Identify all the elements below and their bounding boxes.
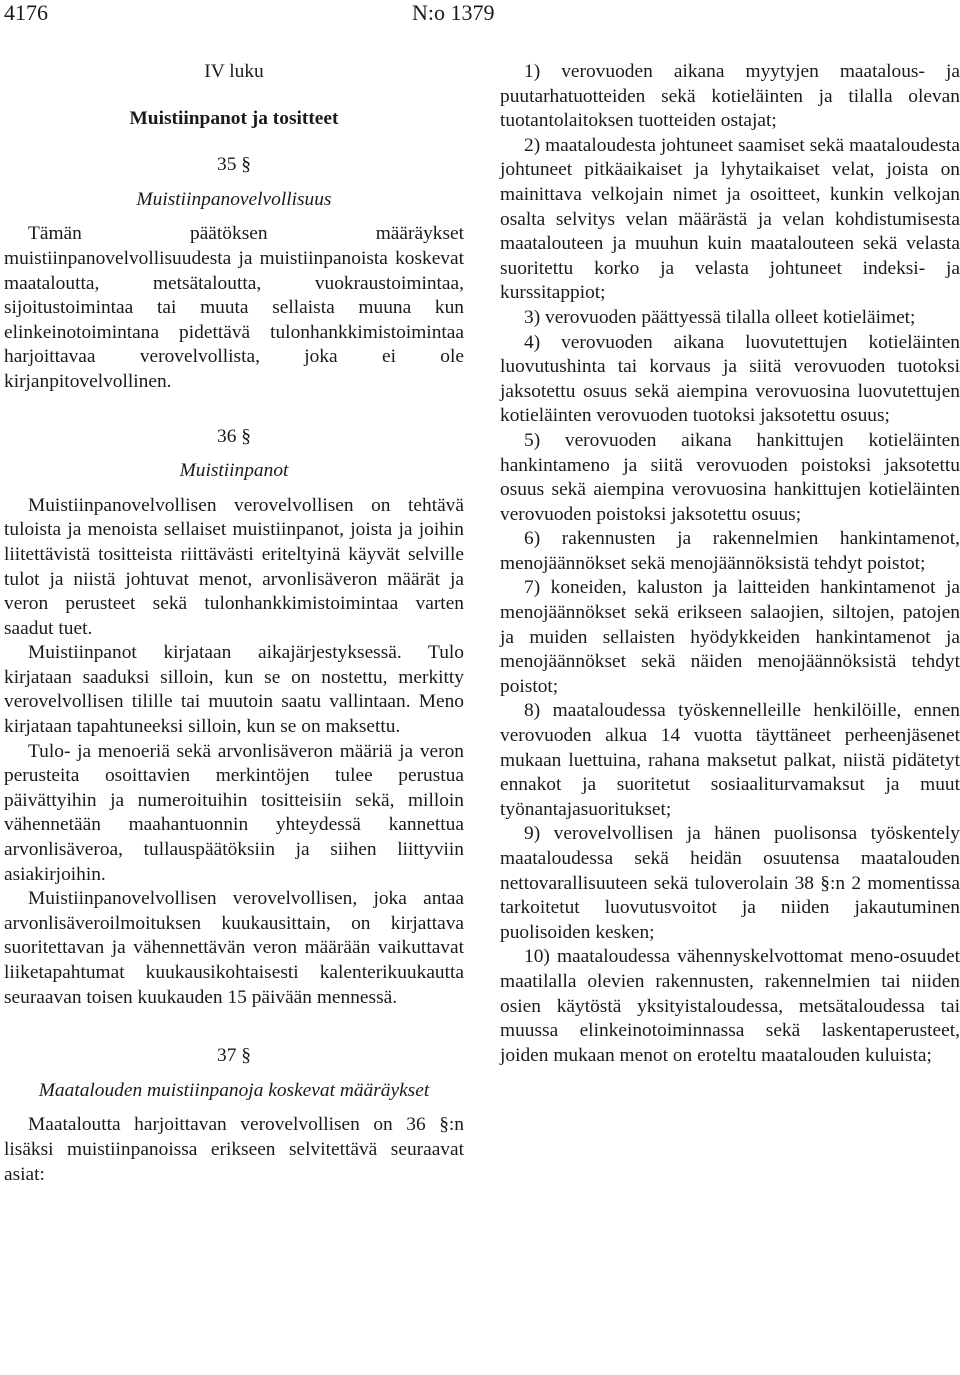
chapter-title: Muistiinpanot ja tositteet (129, 107, 339, 129)
section-36-paragraph-2: Muistiinpanot kirjataan aikajärjestyksessä. Tulo kirjataan saaduksi silloin, kun se on nostettu, merkitty verovelvollisen tilille tai muutoin saatu vallintaan. Meno kirjataan tapahtuneeksi silloin, kun se on maksettu. (4, 642, 464, 738)
section-35-title: Muistiinpanovelvollisuus (136, 188, 332, 210)
right-column (500, 60, 960, 1068)
section-36-number: 36 § (217, 425, 251, 447)
list-item-6: 6) rakennusten ja rakennelmien hankintamenot, menojäännökset sekä menojäännöksistä tehdyt poistot; (500, 528, 960, 574)
issue-number: N:o 1379 (412, 0, 495, 25)
section-37-paragraph: Maataloutta harjoittavan verovelvollisen on 36 §:n lisäksi muistiinpanoissa erikseen selvitettävä seuraavat asiat: (4, 1114, 464, 1185)
list-item-5: 5) verovuoden aikana hankittujen kotieläinten hankintameno ja siitä verovuoden poistoksi jaksotettu osuus sekä aiempina verovuosina hankittujen kotieläinten verovuoden poistoksi jaksotettu osuus; (500, 429, 960, 525)
section-37-number: 37 § (217, 1045, 251, 1067)
list-item-2: 2) maataloudesta johtuneet saamiset sekä maataloudesta johtuneet pitkäaikaiset ja lyhytaikaiset velat, joista on mainittava velkojain nimet ja osoitteet, kunkin velkojan osalta selvitys velan määrästä ja velan kohdistumisesta maatalouteen ja muuhun kuin maatalouteen sekä velasta suoritettu korko ja velasta johtuneet indeksi- ja kurssitappiot; (500, 134, 960, 304)
list-item-7: 7) koneiden, kaluston ja laitteiden hankintamenot ja menojäännökset sekä erikseen salaojien, siltojen, patojen ja muiden sellaisten hyödykkeiden hankintamenot ja menojäännökset sekä näiden menojäännöksistä tehdyt poistot; (500, 577, 960, 697)
section-36-paragraph-1: Muistiinpanovelvollisen verovelvollisen on tehtävä tuloista ja menoista sellaiset muistiinpanot, joista ja joihin liitettävistä tositteista riittävästi eriteltyinä käyvät selville tulot ja niistä johtuvat menot, arvonlisäveron määrät ja veron perusteet sekä tulonhankkimistoimintaa varten saadut tuet. (4, 494, 464, 639)
list-item-8: 8) maataloudessa työskennelleille henkilöille, ennen verovuoden alkua 14 vuotta täyttäneet perheenjäsenet mukaan luettuina, rahana maksetut palkat, niistä pidätetyt ennakot ja suoritetut sosiaaliturvamaksut ja muut työnantajasuoritukset; (500, 700, 960, 820)
section-37-title: Maatalouden muistiinpanoja koskevat määräykset (38, 1079, 430, 1101)
list-item-1: 1) verovuoden aikana myytyjen maatalous- ja puutarhatuotteiden sekä kotieläinten ja tilalla olevan tuotantolaitoksen tuotteiden ostajat; (500, 61, 960, 132)
section-35-paragraph: Tämän päätöksen määräykset muistiinpanovelvollisuudesta ja muistiinpanoista koskevat maataloutta, metsätaloutta, vuokraustoimintaa, sijoitustoimintaa tai muuta sellaista muuna kun elinkeinotoimintana pidettävä tulonhankkimistoimintaa harjoittavaa verovelvollista, joka ei ole kirjanpitovelvollinen. (4, 223, 464, 392)
section-35-number: 35 § (217, 154, 251, 176)
section-36-title: Muistiinpanot (179, 460, 289, 482)
left-column (4, 60, 464, 1187)
list-item-9: 9) verovelvollisen ja hänen puolisonsa työskentely maataloudessa sekä heidän osuutensa maatalouden nettovarallisuuteen sekä tuloverolain 38 §:n 2 momentissa tarkoitetut luovutusvoitot ja niiden jakautuminen puolisoiden kesken; (500, 823, 960, 943)
page-number: 4176 (4, 0, 48, 25)
list-item-4: 4) verovuoden aikana luovutettujen kotieläinten luovutushinta tai korvaus ja siitä verovuoden tuotoksi jaksotettu osuus sekä aiempina verovuosina luovutettujen kotieläinten verovuoden tuotoksi jaksotettu osuus; (500, 331, 960, 427)
section-36-paragraph-3: Tulo- ja menoeriä sekä arvonlisäveron määriä ja veron perusteita osoittavien merkintöjen tulee perustua päivättyihin ja numeroituihin tositteisiin sekä, milloin vähennetään maahantuonnin yhteydessä kannettua arvonlisäveroa, tullauspäätöksiin ja siihen liittyviin asiakirjoihin. (4, 740, 464, 885)
list-item-10: 10) maataloudessa vähennyskelvottomat meno-osuudet maatilalla olevien rakennusten, rakennelmien tai niiden osien käytöstä yksityistaloudessa, metsätaloudessa tai muussa elinkeinotoiminnassa sekä laskentaperusteet, joiden mukaan menot on eroteltu maatalouden kuluista; (500, 946, 960, 1066)
list-item-3: 3) verovuoden päättyessä tilalla olleet kotieläimet; (524, 306, 916, 328)
section-36-paragraph-4: Muistiinpanovelvollisen verovelvollisen, joka antaa arvonlisäveroilmoituksen kuukausittain, on kirjattava suoritettavan ja vähennettävän veron määrään vaikuttavat liiketapahtumat kuukausikohtaisesti kalenterikuukautta seuraavan toisen kuukauden 15 päivään mennessä. (4, 888, 464, 1008)
chapter-heading: IV luku (204, 61, 264, 82)
